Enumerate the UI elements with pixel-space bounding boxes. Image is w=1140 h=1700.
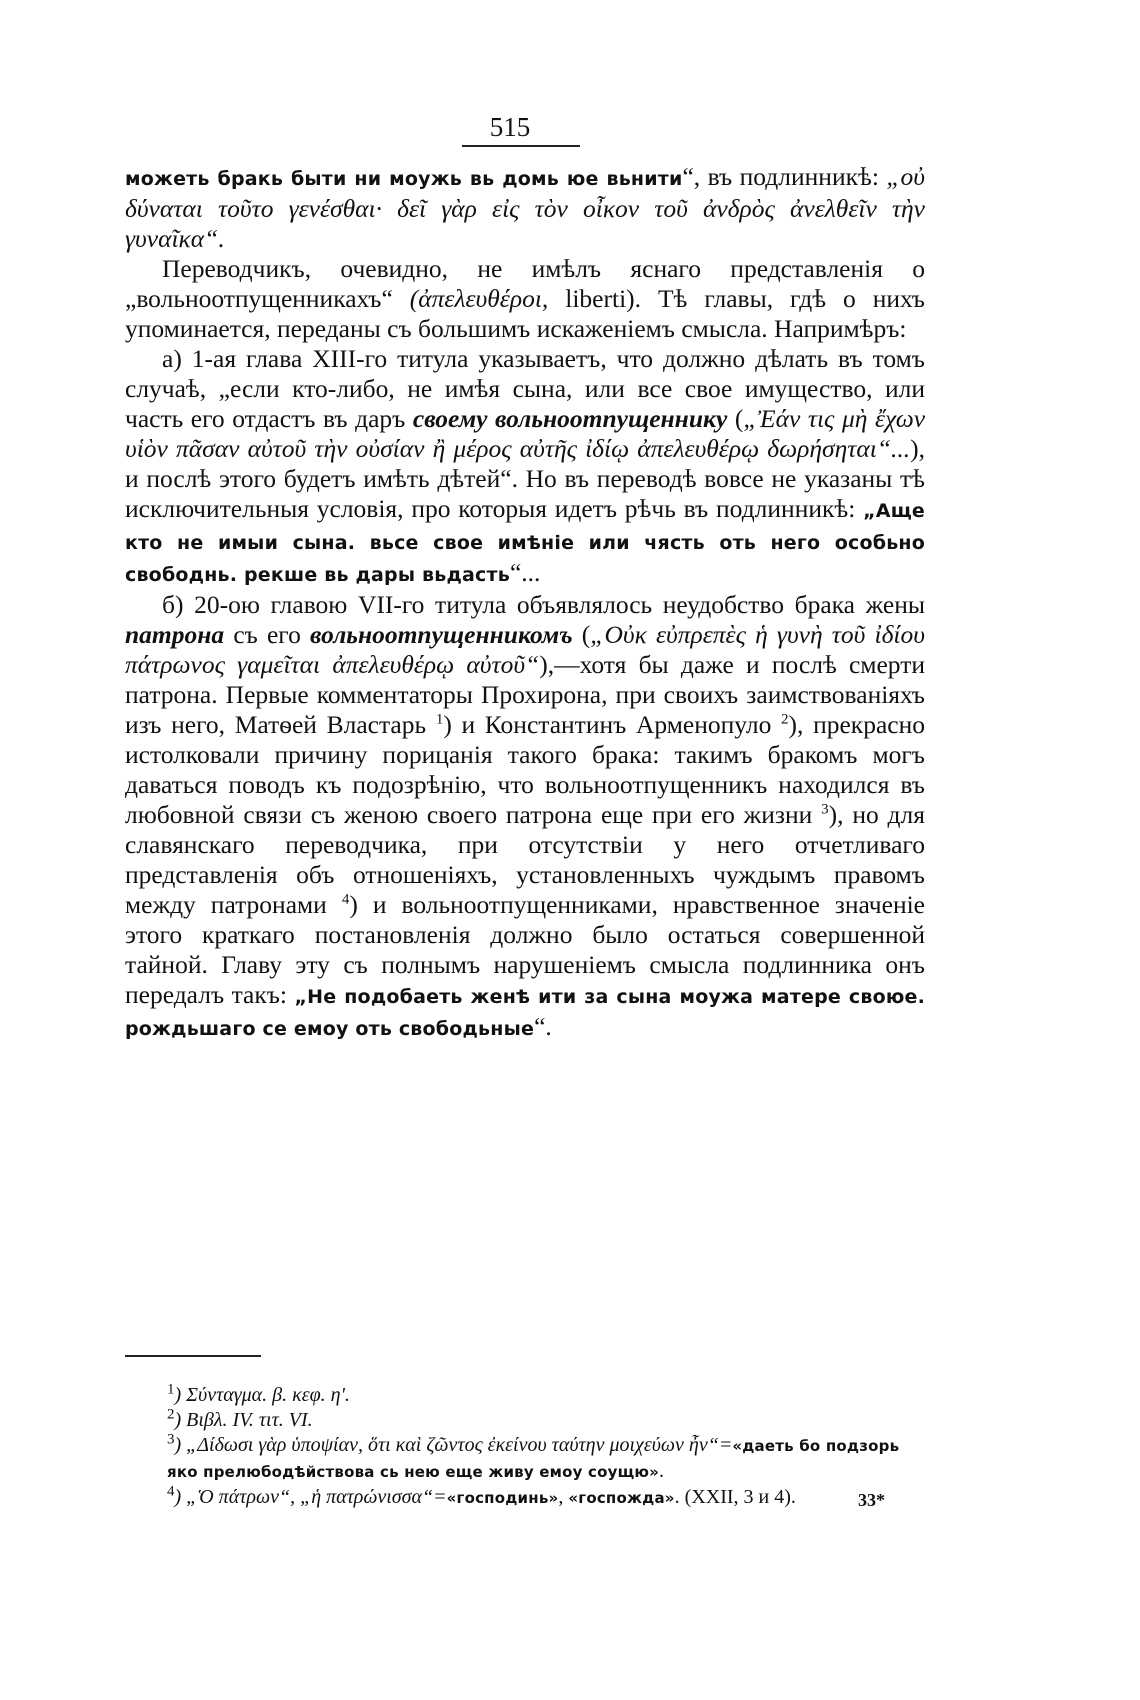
paragraph-a: а) 1-ая глава XIII-го титула указываетъ, что должно дѣлать въ томъ случаѣ, „если кто-либо, не имѣя сына, или все свое имущество, или часть его отдастъ въ даръ своему вольноотпущеннику („Ἐάν τις μὴ ἔχων υἱὸν πᾶσαν αὐτοῦ τὴν οὐσίαν ἢ μέρος αὐτῆς ἰδίῳ ἀπελευθέρῳ δωρήσηται“...), и послѣ этого будетъ имѣть дѣтей“. Но въ переводѣ вовсе не указаны тѣ исключительныя условія, про которыя идетъ рѣчь въ подлинникѣ: „Аще кто не имыи сына. вьсе свое имѣніе или чясть оть него особьно свободнь. рекше вь дары вьдасть“... <box>125 344 926 587</box>
slavonic-quote: „Аще кто не имыи сына. вьсе свое имѣніе или чясть оть него особьно свободнь. рекше вь дары вьдасть <box>125 500 925 586</box>
page-number-rule <box>462 145 580 147</box>
footnotes <box>125 1383 925 1511</box>
footnote-4: $^4$) „Ὁ πάτρων“, „ἡ πατρώνισσα“=«господинь», «госпожда». (XXII, 3 и 4). <box>167 1483 796 1508</box>
footnote-rule <box>125 1355 261 1357</box>
italic-term: патрона <box>125 620 225 649</box>
signature-mark: 33* <box>858 1490 885 1510</box>
greek-quote: „Ἐάν τις μὴ ἔχων υἱὸν πᾶσαν αὐτοῦ τὴν οὐσίαν ἢ μέρος αὐτῆς ἰδίῳ ἀπελευθέρῳ δωρήσηται“... <box>125 404 926 463</box>
footnote-ref[interactable]: 2 <box>781 711 789 728</box>
paragraph-continued: можеть бракь быти ни моужь вь домь юе вьнити“, въ подлинникѣ: „οὐ δύναται τοῦτο γενέσθαι· δεῖ γὰρ εἰς τὸν οἶκον τοῦ ἀνδρὸς ἀνελθεῖν τὴν γυναῖκα“. <box>125 162 925 253</box>
footnote-ref[interactable]: 4 <box>341 891 350 908</box>
greek-term: (ἀπελευθέροι, <box>409 284 549 313</box>
paragraph-b: б) 20-ою главою VII-го титула объявлялось неудобство брака жены патрона съ его вольноотпущенникомъ („Οὐκ εὐπρεπὲς ἡ γυνὴ τοῦ ἰδίου πάτρωνος γαμεῖται ἀπελευθέρῳ αὐτοῦ“),—хотя бы даже и послѣ смерти патрона. Первые комментаторы Прохирона, при своихъ заимствованіяхъ изъ него, Матѳей Властарь $^1$) и Константинъ Арменопуло $^2$), прекрасно истолковали причину порицанія такого брака: такимъ бракомъ могъ даваться поводъ къ подозрѣнію, что вольноотпущенникъ находился въ любовной связи съ женою своего патрона еще при его жизни $^3$), но для славянскаго переводчика, при отсутствіи у него отчетливаго представленія объ отношеніяхъ, установленныхъ чуждымъ правомъ между патронами $^4$) и вольноотпущенниками, нравственное значеніе этого краткаго постановленія должно было остаться совершенной тайной. Главу эту съ полнымъ нарушеніемъ смысла подлинника онъ передалъ такъ: „Не подобаеть женѣ ити за сына моужа матере своюе. рождьшаго се емоу оть свободьные“. <box>125 590 926 1041</box>
page-number: 515 <box>489 112 531 142</box>
slavonic-quote: можеть бракь быти ни моужь вь домь юе вьнити <box>125 168 683 190</box>
footnote-2: $^2$) Βιβλ. IV. τιτ. VI. <box>167 1406 313 1431</box>
paragraph-translator: Переводчикъ, очевидно, не имѣлъ яснаго представленія о „вольноотпущенникахъ“ (ἀπελευθέροι, liberti). Тѣ главы, гдѣ о нихъ упоминается, переданы съ большимъ искаженіемъ смысла. Напримѣръ: <box>125 254 925 343</box>
greek-quote: „οὐ δύναται τοῦτο γενέσθαι· δεῖ γὰρ εἰς τὸν οἶκον τοῦ ἀνδρὸς ἀνελθεῖν τὴν γυναῖκα“. <box>125 162 925 253</box>
footnote-ref[interactable]: 1 <box>435 711 444 728</box>
main-text <box>125 162 925 1044</box>
italic-term: вольноотпущенникомъ <box>310 620 573 649</box>
footnote-1: $^1$) Σύνταγμα. β. κεφ. η'. <box>167 1381 350 1406</box>
footnote-3: $^3$) „Δίδωσι γὰρ ὑποψίαν, ὅτι καὶ ζῶντος ἐκείνου ταύτην μοιχεύων ἦν“=«даеть бо подзорь яко прелюбодѣйствова сь нею еще живу емоу соущю». <box>167 1431 900 1482</box>
greek-quote: „Οὐκ εὐπρεπὲς ἡ γυνὴ τοῦ ἰδίου πάτρωνος γαμεῖται ἀπελευθέρῳ αὐτοῦ“ <box>125 620 925 679</box>
italic-term: своему вольноотпущеннику <box>412 404 728 433</box>
slavonic-quote: „Не подобаеть женѣ ити за сына моужа матере своюе. рождьшаго се емоу оть свободьные <box>125 986 925 1040</box>
footnote-ref[interactable]: 3 <box>821 801 829 818</box>
